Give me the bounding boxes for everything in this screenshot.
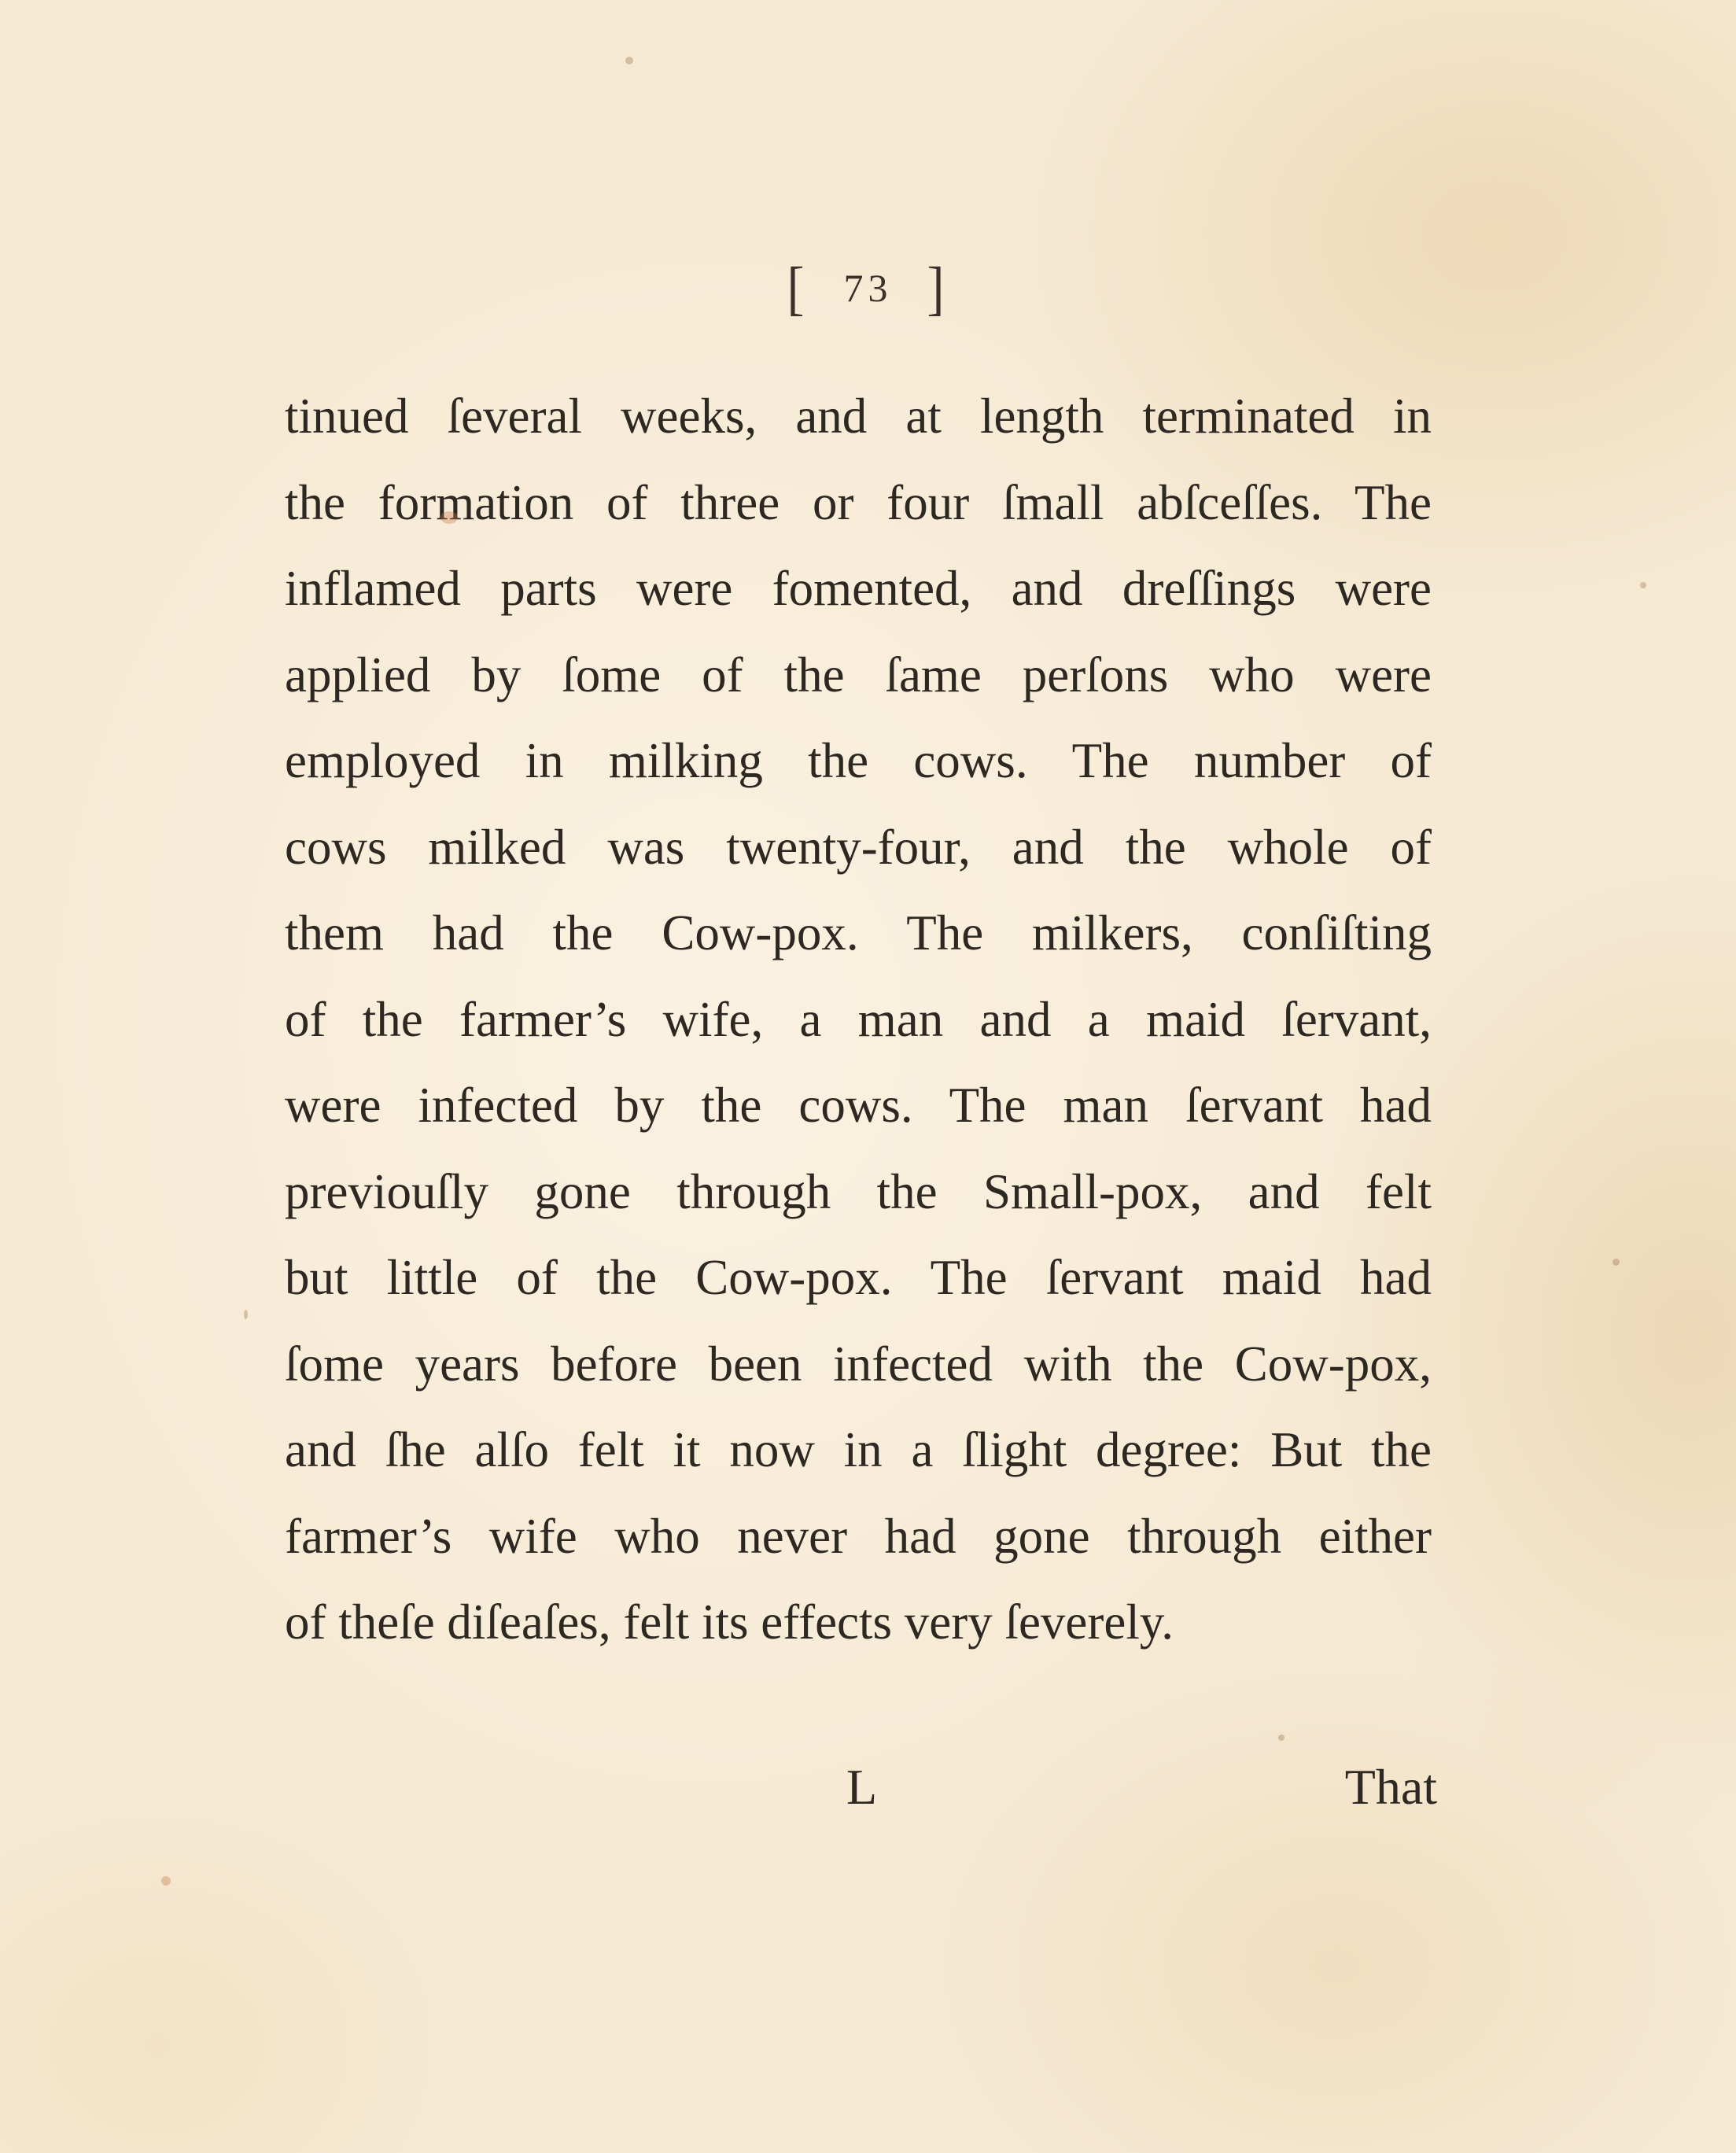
foxing-spot: [1640, 582, 1646, 588]
text-line: ſome years before been infected with the Cow-pox,: [285, 1336, 1432, 1392]
page-number: 73: [843, 266, 893, 310]
signature-mark: L: [846, 1759, 878, 1815]
page-footer: [0, 1758, 1736, 1829]
body-text: [285, 374, 1432, 1666]
text-line: cows milked was twenty-four, and the whole of: [285, 819, 1432, 875]
text-line: previouſly gone through the Small-pox, and felt: [285, 1163, 1432, 1219]
text-line: of theſe diſeaſes, felt its effects very ſeverely.: [285, 1594, 1174, 1650]
text-line: inflamed parts were fomented, and dreſſings were: [285, 561, 1432, 616]
text-line: and ſhe alſo felt it now in a ſlight degree: But the: [285, 1422, 1432, 1477]
right-bracket: ]: [927, 256, 949, 323]
catchword: That: [1344, 1759, 1437, 1815]
text-line: but little of the Cow-pox. The ſervant maid had: [285, 1250, 1432, 1305]
text-line: farmer’s wife who never had gone through either: [285, 1508, 1432, 1564]
left-bracket: [: [787, 256, 809, 323]
foxing-spot: [161, 1876, 171, 1886]
page-header: [0, 256, 1736, 323]
text-line: tinued ſeveral weeks, and at length terminated in: [285, 389, 1432, 444]
foxing-spot: [244, 1310, 248, 1319]
foxing-spot: [440, 511, 458, 524]
text-line: the formation of three or four ſmall abſceſſes. The: [285, 474, 1432, 530]
text-line: applied by ſome of the ſame perſons who were: [285, 647, 1432, 702]
text-line: of the farmer’s wife, a man and a maid ſervant,: [285, 991, 1432, 1047]
foxing-spot: [1278, 1735, 1284, 1741]
text-line: them had the Cow-pox. The milkers, conſiſting: [285, 905, 1432, 960]
foxing-spot: [625, 57, 633, 65]
text-line: employed in milking the cows. The number of: [285, 733, 1432, 788]
foxing-spot: [1613, 1259, 1620, 1266]
text-line: were infected by the cows. The man ſervant had: [285, 1078, 1432, 1133]
